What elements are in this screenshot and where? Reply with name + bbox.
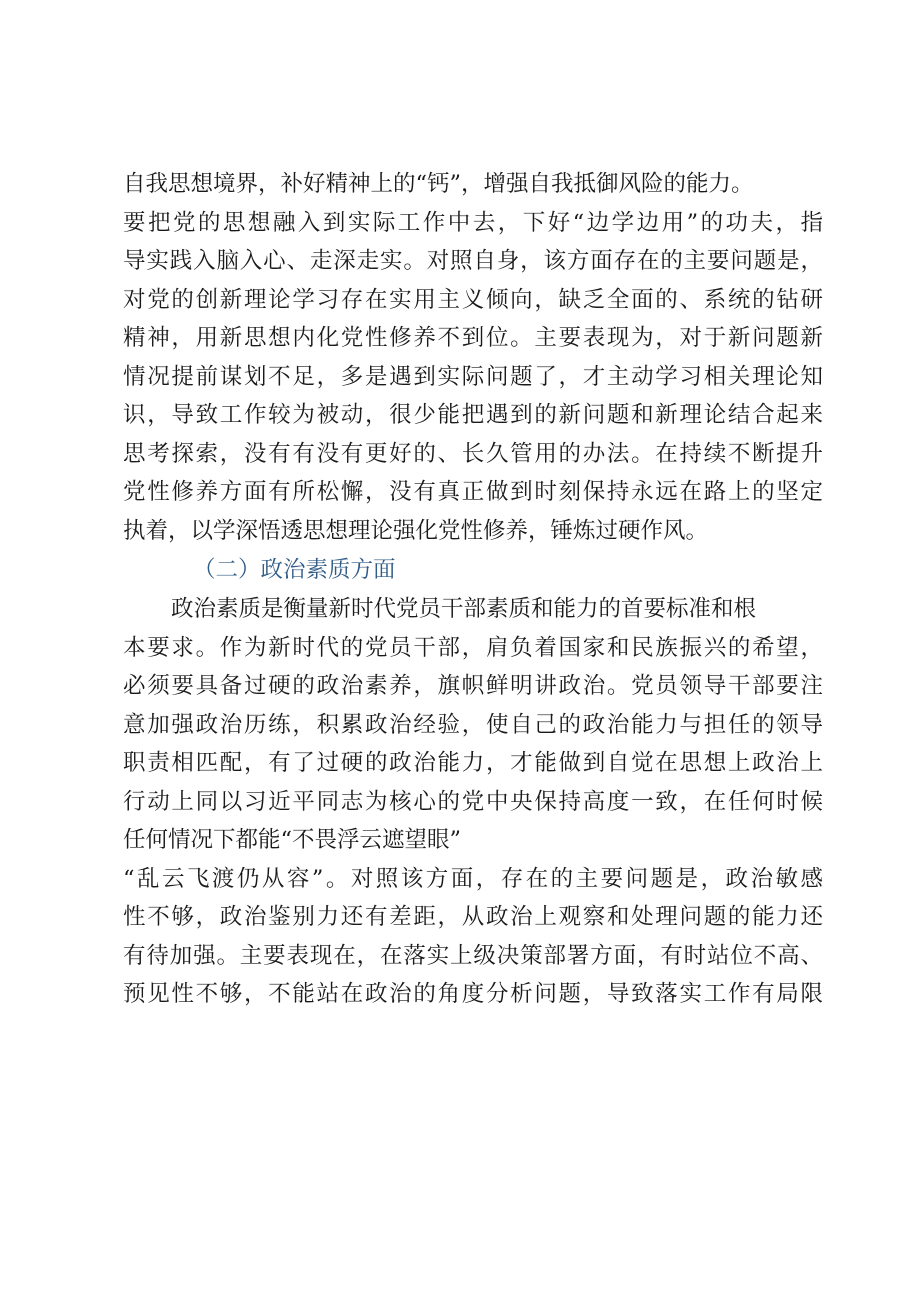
paragraph-line: 必须要具备过硬的政治素养，旗帜鲜明讲政治。党员领导干部要注 — [123, 673, 823, 699]
paragraph-line: 识，导致工作较为被动，很少能把遇到的新问题和新理论结合起来 — [123, 402, 823, 428]
paragraph-line: 导实践入脑入心、走深走实。对照自身，该方面存在的主要问题是， — [123, 248, 823, 274]
paragraph-line: 政治素质是衡量新时代党员干部素质和能力的首要标准和根 — [171, 596, 757, 622]
document-body — [123, 165, 823, 1014]
paragraph-line: 对党的创新理论学习存在实用主义倾向，缺乏全面的、系统的钻研 — [123, 286, 823, 313]
paragraph-line: 行动上同以习近平同志为核心的党中央保持高度一致，在任何时候 — [123, 788, 823, 815]
paragraph-line: 思考探索，没有有没有更好的、长久管用的办法。在持续不断提升 — [123, 440, 823, 467]
paragraph-line: 情况提前谋划不足，多是遇到实际问题了，才主动学习相关理论知 — [123, 363, 823, 390]
paragraph-line: 性不够，政治鉴别力还有差距，从政治上观察和处理问题的能力还 — [123, 904, 823, 930]
paragraph-line: 精神，用新思想内化党性修养不到位。主要表现为，对于新问题新 — [123, 325, 823, 351]
paragraph-line: 预见性不够，不能站在政治的角度分析问题，导致落实工作有局限 — [123, 981, 823, 1007]
paragraph-line: 意加强政治历练，积累政治经验，使自己的政治能力与担任的领导 — [123, 711, 823, 738]
paragraph-line: 职责相匹配，有了过硬的政治能力，才能做到自觉在思想上政治上 — [123, 750, 823, 776]
paragraph-line: 党性修养方面有所松懈，没有真正做到时刻保持永远在路上的坚定 — [123, 479, 823, 505]
paragraph-line: 执着，以学深悟透思想理论强化党性修养，锤炼过硬作风。 — [123, 517, 709, 544]
section-heading: （二）政治素质方面 — [193, 557, 396, 583]
paragraph-line: 有待加强。主要表现在，在落实上级决策部署方面，有时站位不高、 — [123, 942, 823, 969]
paragraph-line: 任何情况下都能“不畏浮云遮望眼” — [123, 827, 462, 853]
paragraph-line: “乱云飞渡仍从容”。对照该方面，存在的主要问题是，政治敏感 — [123, 865, 823, 892]
paragraph-line: 自我思想境界，补好精神上的“钙”，增强自我抵御风险的能力。 — [123, 171, 754, 197]
paragraph-line: 要把党的思想融入到实际工作中去，下好“边学边用”的功夫，指 — [123, 209, 823, 236]
paragraph-line: 本要求。作为新时代的党员干部，肩负着国家和民族振兴的希望， — [123, 634, 823, 661]
